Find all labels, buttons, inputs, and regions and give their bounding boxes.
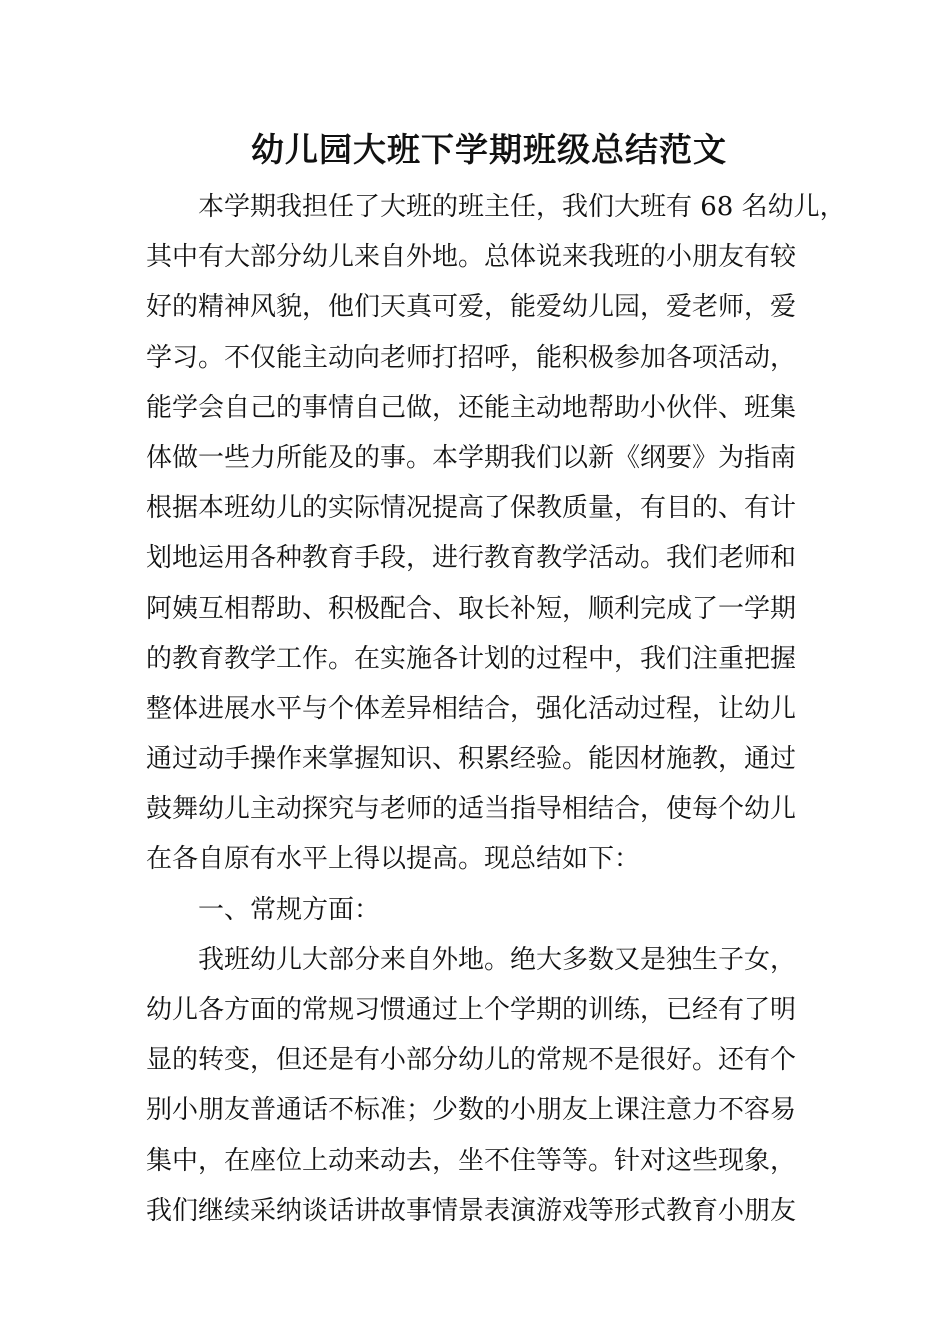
- text-line: 我们继续采纳谈话讲故事情景表演游戏等形式教育小朋友: [146, 1195, 797, 1226]
- text-line: 通过动手操作来掌握知识、积累经验。能因材施教，通过: [146, 744, 797, 775]
- text-line: 学习。不仅能主动向老师打招呼，能积极参加各项活动，: [146, 342, 797, 373]
- text-line: 幼儿各方面的常规习惯通过上个学期的训练，已经有了明: [146, 995, 797, 1025]
- text-line: 能学会自己的事情自己做，还能主动地帮助小伙伴、班集: [146, 392, 797, 423]
- text-line: 集中，在座位上动来动去，坐不住等等。针对这些现象，: [146, 1145, 797, 1176]
- text-line: 我班幼儿大部分来自外地。绝大多数又是独生子女，: [198, 944, 797, 975]
- text-line: 显的转变，但还是有小部分幼儿的常规不是很好。还有个: [146, 1045, 797, 1076]
- text-line: 整体进展水平与个体差异相结合，强化活动过程，让幼儿: [146, 693, 797, 724]
- text-line: 阿姨互相帮助、积极配合、取长补短，顺利完成了一学期: [146, 593, 797, 624]
- text-line: 体做一些力所能及的事。本学期我们以新《纲要》为指南: [146, 442, 797, 473]
- text-line: 好的精神风貌，他们天真可爱，能爱幼儿园，爱老师，爱: [146, 292, 797, 323]
- text-line: 一、常规方面：: [198, 894, 381, 925]
- text-line: 的教育教学工作。在实施各计划的过程中，我们注重把握: [146, 643, 797, 674]
- text-line: 划地运用各种教育手段，进行教育教学活动。我们老师和: [146, 543, 797, 574]
- text-line: 其中有大部分幼儿来自外地。总体说来我班的小朋友有较: [146, 242, 797, 273]
- text-line: 别小朋友普通话不标准；少数的小朋友上课注意力不容易: [146, 1095, 797, 1126]
- document-body: [146, 182, 846, 1236]
- text-line: 在各自原有水平上得以提高。现总结如下：: [146, 844, 641, 875]
- text-line: 本学期我担任了大班的班主任，我们大班有 68 名幼儿，: [198, 192, 846, 222]
- text-line: 鼓舞幼儿主动探究与老师的适当指导相结合，使每个幼儿: [146, 794, 797, 825]
- text-line: 根据本班幼儿的实际情况提高了保教质量，有目的、有计: [146, 493, 797, 524]
- page-title: 幼儿园大班下学期班级总结范文: [251, 130, 727, 169]
